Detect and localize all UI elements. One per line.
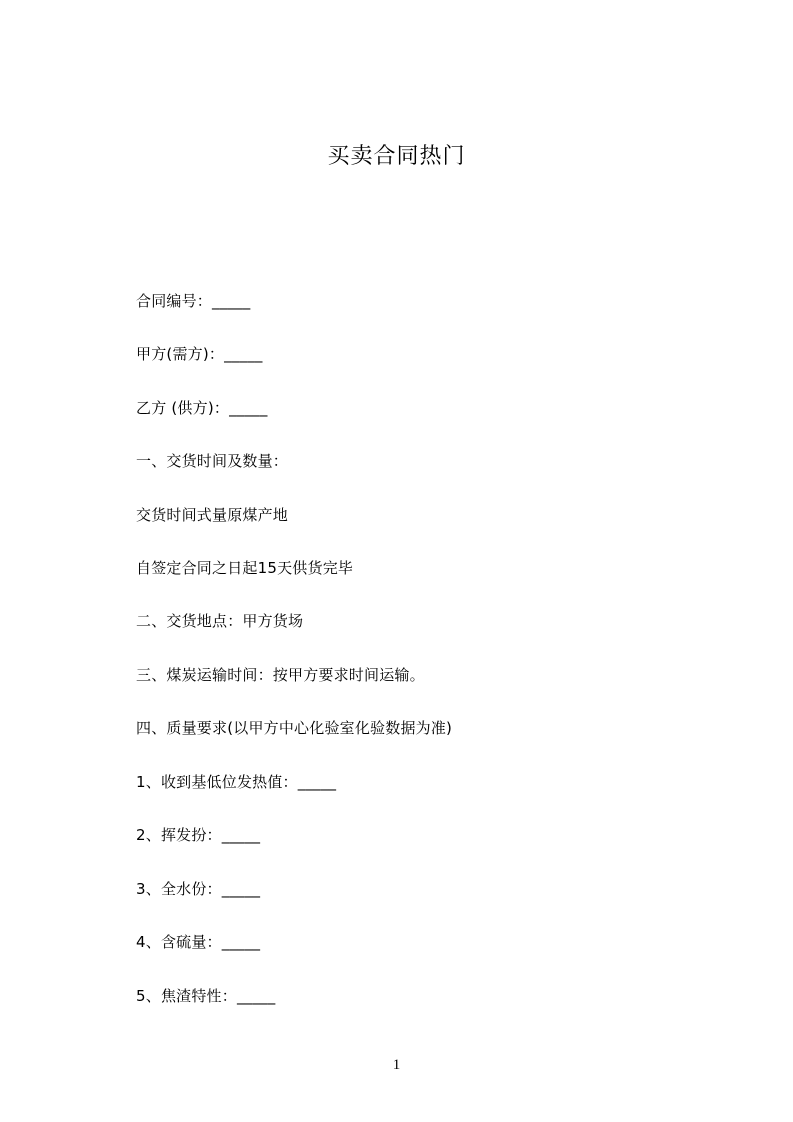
quality-item-coke-residue: 5、焦渣特性：_____ — [136, 987, 276, 1005]
section-delivery-time-quantity: 一、交货时间及数量： — [136, 452, 289, 470]
quality-item-total-moisture: 3、全水份：_____ — [136, 880, 261, 898]
delivery-completion-line: 自签定合同之日起15天供货完毕 — [136, 559, 354, 577]
quality-item-volatile-matter: 2、挥发扮：_____ — [136, 826, 261, 844]
section-delivery-place: 二、交货地点：甲方货场 — [136, 612, 304, 630]
quality-item-sulfur-content: 4、含硫量：_____ — [136, 933, 261, 951]
page-number: 1 — [392, 1057, 401, 1073]
contract-number-line: 合同编号：_____ — [136, 292, 251, 310]
document-title: 买卖合同热门 — [327, 144, 466, 169]
party-b-line: 乙方 (供方)：_____ — [136, 399, 268, 417]
delivery-details-line: 交货时间式量原煤产地 — [136, 506, 289, 524]
quality-item-calorific-value: 1、收到基低位发热值：_____ — [136, 773, 337, 791]
section-transport-time: 三、煤炭运输时间：按甲方要求时间运输。 — [136, 666, 425, 684]
party-a-line: 甲方(需方)：_____ — [136, 345, 263, 363]
section-quality-requirements: 四、质量要求(以甲方中心化验室化验数据为准) — [136, 719, 453, 737]
